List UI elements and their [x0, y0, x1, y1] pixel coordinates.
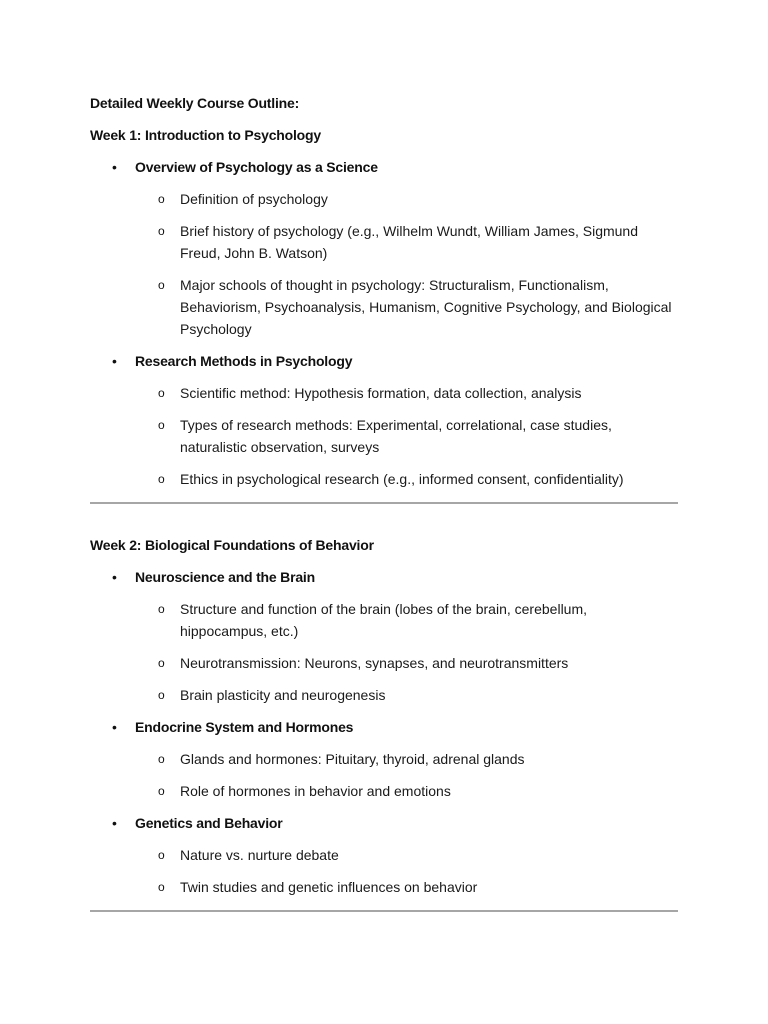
section-heading: Research Methods in Psychology [135, 353, 353, 369]
list-item-text: Types of research methods: Experimental, correlational, case studies, naturalistic observation, surveys [180, 417, 612, 455]
sub-bullet-icon: o [158, 418, 165, 432]
list-item-text: Brief history of psychology (e.g., Wilhelm Wundt, William James, Sigmund Freud, John B. Watson) [180, 223, 639, 261]
list-item-text: Twin studies and genetic influences on behavior [180, 879, 478, 895]
bullet-icon: • [112, 815, 117, 831]
list-item-text: Role of hormones in behavior and emotions [180, 783, 451, 799]
sub-bullet-icon: o [158, 656, 165, 670]
section-heading: Endocrine System and Hormones [135, 719, 354, 735]
week-2-section-1 [90, 566, 678, 598]
list-item [90, 876, 678, 898]
sub-bullet-icon: o [158, 386, 165, 400]
list-item-text: Major schools of thought in psychology: Structuralism, Functionalism, Behaviorism, Psychoanalysis, Humanism, Cognitive Psychology, and Biological Psychology [180, 277, 672, 337]
list-item-text: Neurotransmission: Neurons, synapses, and neurotransmitters [180, 655, 569, 671]
sub-bullet-icon: o [158, 688, 165, 702]
week-1-title: Week 1: Introduction to Psychology [90, 127, 321, 143]
list-item [90, 382, 678, 404]
list-item-text: Definition of psychology [180, 191, 328, 207]
section-divider [90, 910, 678, 912]
bullet-icon: • [112, 159, 117, 175]
list-item-text: Glands and hormones: Pituitary, thyroid, adrenal glands [180, 751, 525, 767]
sub-bullet-icon: o [158, 192, 165, 206]
list-item-text: Scientific method: Hypothesis formation, data collection, analysis [180, 385, 582, 401]
week-2-section-2 [90, 716, 678, 748]
list-item [90, 748, 678, 770]
sub-bullet-icon: o [158, 752, 165, 766]
section-heading: Overview of Psychology as a Science [135, 159, 378, 175]
sub-bullet-icon: o [158, 602, 165, 616]
list-item [90, 780, 678, 802]
sub-bullet-icon: o [158, 848, 165, 862]
list-item [90, 468, 678, 490]
list-item [90, 684, 678, 706]
list-item [90, 188, 678, 210]
bullet-icon: • [112, 569, 117, 585]
list-item [90, 844, 678, 866]
week-2-title: Week 2: Biological Foundations of Behavior [90, 537, 374, 553]
sub-bullet-icon: o [158, 278, 165, 292]
document-page [90, 92, 678, 912]
section-heading: Neuroscience and the Brain [135, 569, 315, 585]
section-divider [90, 502, 678, 504]
list-item [90, 598, 678, 642]
list-item-text: Ethics in psychological research (e.g., informed consent, confidentiality) [180, 471, 624, 487]
list-item [90, 220, 678, 264]
list-item-text: Structure and function of the brain (lobes of the brain, cerebellum, hippocampus, etc.) [180, 601, 588, 639]
list-item [90, 652, 678, 674]
sub-bullet-icon: o [158, 784, 165, 798]
list-item [90, 274, 678, 340]
list-item-text: Brain plasticity and neurogenesis [180, 687, 386, 703]
week-1-section-2 [90, 350, 678, 382]
week-2-section-3 [90, 812, 678, 844]
bullet-icon: • [112, 719, 117, 735]
bullet-icon: • [112, 353, 117, 369]
week-1-section-1 [90, 156, 678, 188]
document-title: Detailed Weekly Course Outline: [90, 95, 300, 111]
section-heading: Genetics and Behavior [135, 815, 283, 831]
list-item [90, 414, 678, 458]
sub-bullet-icon: o [158, 472, 165, 486]
list-item-text: Nature vs. nurture debate [180, 847, 339, 863]
sub-bullet-icon: o [158, 880, 165, 894]
sub-bullet-icon: o [158, 224, 165, 238]
